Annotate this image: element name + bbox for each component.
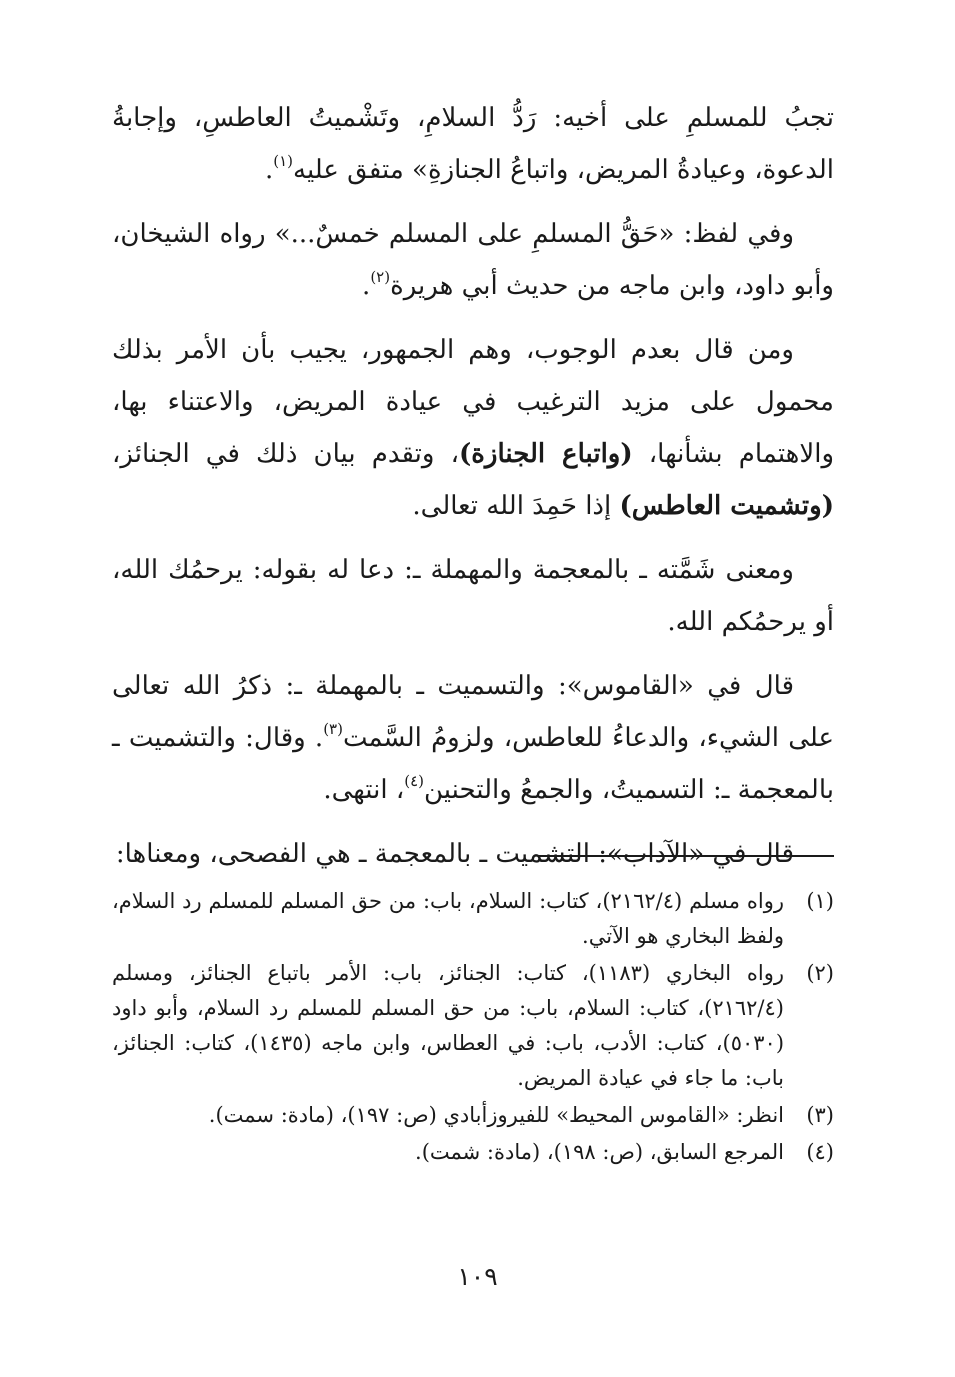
footnote-text: رواه البخاري (١١٨٣)، كتاب: الجنائز، باب: الأمر باتباع الجنائز، ومسلم (٢١٦٢/٤)، كتاب: السلام، باب: من حق المسلم للمسلم رد السلام، وأبو داود (٥٠٣٠)، كتاب: الأدب، باب: في العطاس، وابن ماجه (١٤٣٥)، كتاب: الجنائز، باب: ما جاء في عيادة المريض.	[112, 961, 785, 1090]
main-text	[112, 92, 834, 892]
paragraph-2-text: وفي لفظ: «حَقُّ المسلمِ على المسلم خمسٌ...» رواه الشيخان، وأبو داود، وابن ماجه من حديث أبي هريرة	[112, 219, 834, 301]
footnote-ref-4: (٤)	[404, 772, 424, 790]
footnote-number: (١)	[806, 889, 834, 913]
footnote-number: (٢)	[806, 961, 834, 985]
footnote-item	[112, 1098, 834, 1133]
footnote-text: رواه مسلم (٢١٦٢/٤)، كتاب: السلام، باب: من حق المسلم للمسلم رد السلام، ولفظ البخاري هو الآتي.	[112, 889, 784, 948]
footnote-item	[112, 1135, 834, 1170]
footnote-text: انظر: «القاموس المحيط» للفيروزأبادي (ص: ١٩٧)، (مادة: سمت).	[208, 1103, 784, 1127]
footnote-ref-2: (٢)	[370, 268, 391, 286]
footnote-ref-3: (٣)	[323, 720, 343, 738]
paragraph-1: تجبُ للمسلمِ على أخيه: رَدُّ السلامِ، وتَشْميتُ العاطسِ، وإجابةُ الدعوة، وعيادةُ المريض، واتباعُ الجنازةِ» متفق عليه$^{(١)}$.	[112, 103, 834, 185]
paragraph-1-text: تجبُ للمسلمِ على أخيه: رَدُّ السلامِ، وتَشْميتُ العاطسِ، وإجابةُ الدعوة، وعيادةُ المريض، واتباعُ الجنازةِ» متفق عليه	[112, 103, 834, 185]
footnote-item	[112, 956, 834, 1096]
footnote-text: المرجع السابق، (ص: ١٩٨)، (مادة: شمت).	[415, 1140, 784, 1164]
footnote-number: (٣)	[806, 1103, 834, 1127]
paragraph-5: قال في «القاموس»: والتسميت ـ بالمهملة ـ: ذكرُ الله تعالى على الشيء، والدعاءُ للعاطس، ولزومُ السَّمت$^{(٣)}$. وقال: والتشميت ـ بالمعجمة ـ: التسميتُ، والجمعُ والتحنين$^{(٤)}$، انتهى.	[112, 671, 834, 805]
bold-term-tashmit: (وتشميت العاطس)	[619, 491, 834, 521]
footnote-number: (٤)	[806, 1140, 834, 1164]
paragraph-4: ومعنى شَمَّته ـ بالمعجمة والمهملة ـ: دعا له بقوله: يرحمُك الله، أو يرحمُكم الله.	[112, 555, 834, 637]
page-number: ١٠٩	[457, 1262, 498, 1291]
footnote-ref-1: (١)	[273, 152, 294, 170]
paragraph-6: قال في «الآداب»: التشميت ـ بالمعجمة ـ هي الفصحى، ومعناها:	[115, 839, 794, 869]
bold-term-janaza: (واتباع الجنازة)	[458, 439, 633, 469]
paragraph-3: ومن قال بعدم الوجوب، وهم الجمهور، يجيب بأن الأمر بذلك محمول على مزيد الترغيب في عيادة المريض، والاعتناء بها، والاهتمام بشأنها، (واتباع الجنازة)، وتقدم بيان ذلك في الجنائز، (وتشميت العاطس) إذا حَمِدَ الله تعالى.	[112, 335, 834, 521]
footnote-item	[112, 884, 834, 954]
footnotes	[112, 884, 834, 1172]
footnote-separator	[538, 855, 834, 857]
paragraph-2: وفي لفظ: «حَقُّ المسلمِ على المسلم خمسٌ...» رواه الشيخان، وأبو داود، وابن ماجه من حديث أبي هريرة$^{(٢)}$.	[112, 219, 834, 301]
